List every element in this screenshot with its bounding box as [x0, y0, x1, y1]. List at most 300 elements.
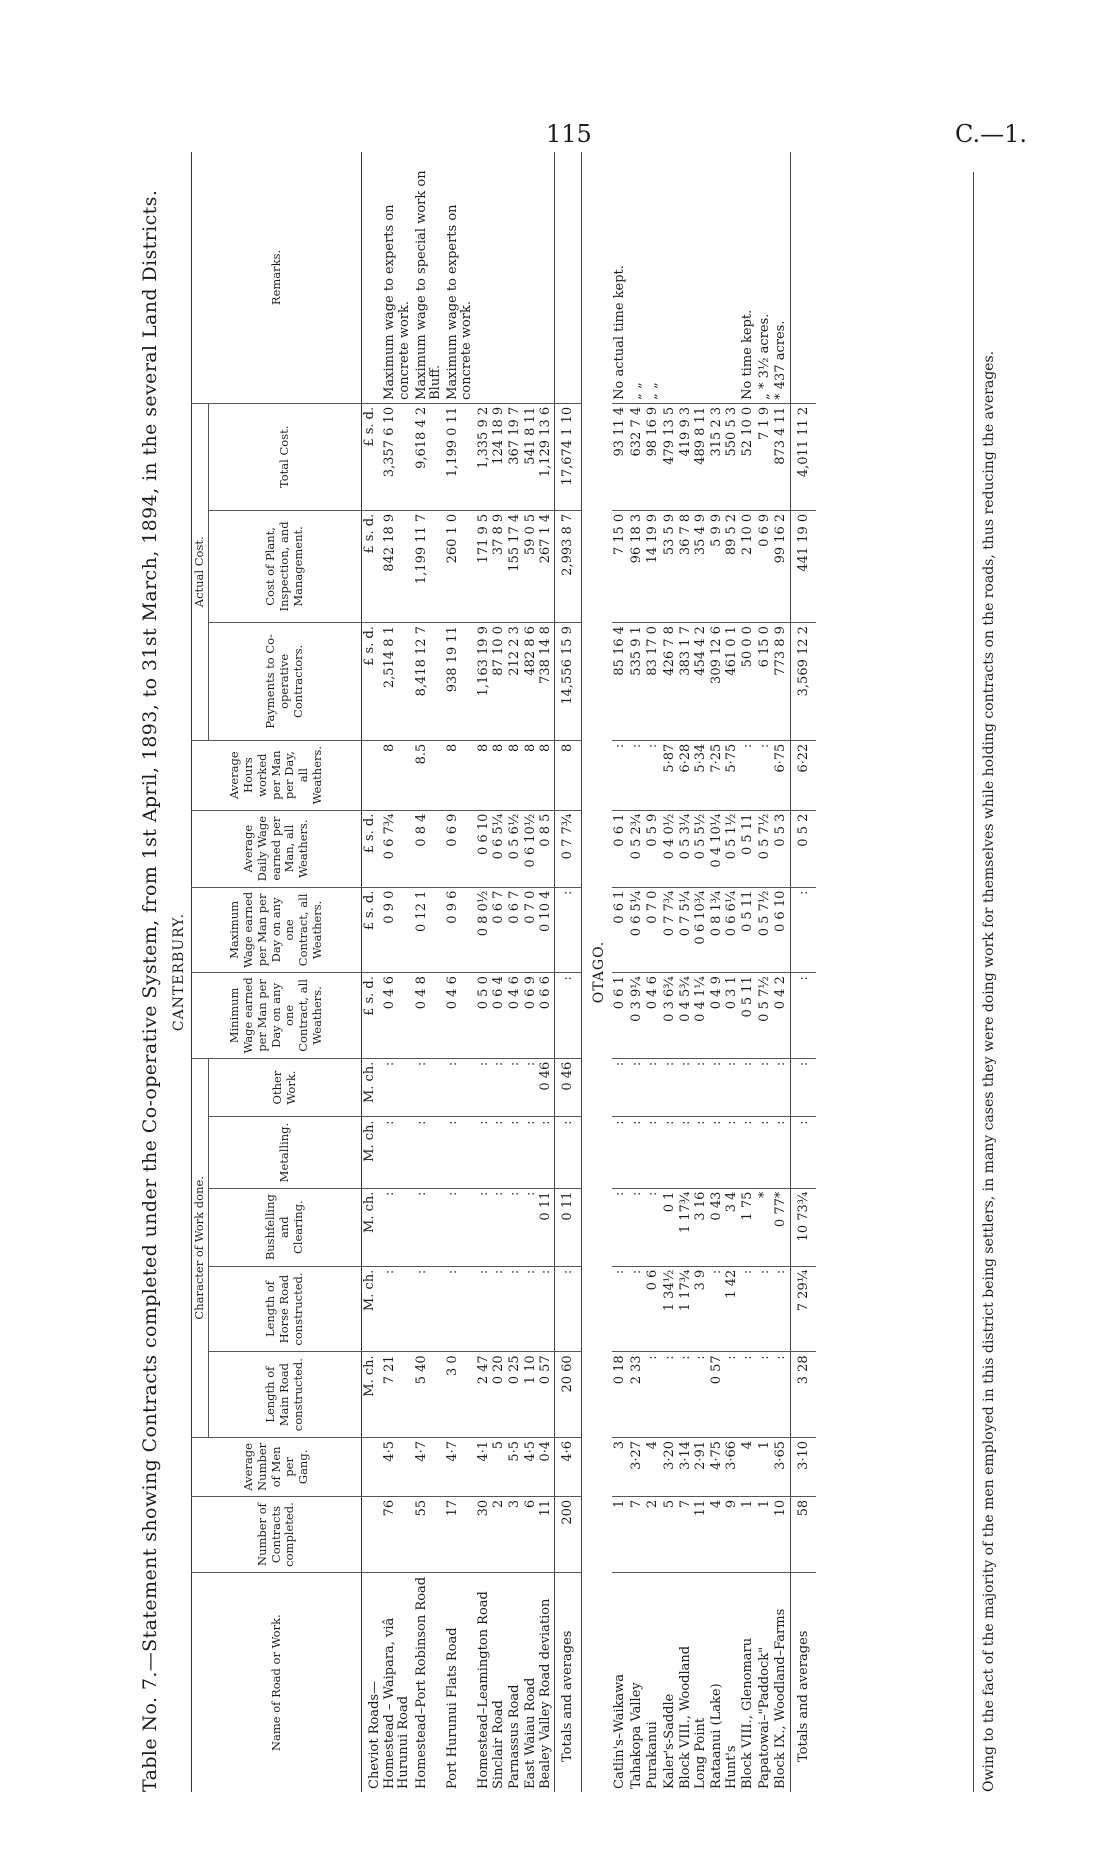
cell-avg: 0 5 7½ — [757, 810, 774, 887]
cell-hrs: 8 — [445, 740, 476, 810]
cell-pay: 535 9 1 — [629, 623, 646, 741]
table-row — [724, 152, 740, 1792]
table-row — [476, 152, 492, 1792]
cell-other: : — [678, 1058, 694, 1117]
unit-label: £ s. d. — [361, 403, 382, 510]
cell-main: : — [724, 1352, 740, 1438]
cell-plant: 7 15 0 — [612, 510, 629, 622]
col-contracts: Number of Contracts completed. — [192, 1496, 362, 1573]
cell-g: 3·66 — [724, 1437, 740, 1496]
unit-label: £ s. d. — [361, 973, 382, 1059]
cell-min: 0 5 0 — [476, 973, 492, 1059]
cell-name: Tahakopa Valley — [628, 1682, 644, 1789]
totals-pay: 14,556 15 9 — [554, 623, 581, 741]
cell-rem — [507, 152, 523, 403]
cell-metal: : — [538, 1117, 554, 1188]
cell-metal: : — [382, 1117, 413, 1188]
cell-main: : — [773, 1352, 790, 1438]
cell-horse: : — [523, 1266, 539, 1352]
unit-label: M. ch. — [361, 1188, 382, 1266]
document-reference: C.—1. — [955, 120, 1028, 148]
unit-label: £ s. d. — [361, 810, 382, 887]
cell-horse: 3 9 — [693, 1266, 709, 1352]
cell-horse: : — [414, 1266, 445, 1352]
cell-total: 550 5 3 — [724, 403, 740, 510]
cell-bush: 0 77* — [773, 1188, 790, 1266]
cell-metal: : — [724, 1117, 740, 1188]
cell-bush: 1 75 — [740, 1188, 757, 1266]
cell-pay: 2,514 8 1 — [382, 623, 413, 741]
cell-total: 1,199 0 11 — [445, 403, 476, 510]
cell-horse: : — [476, 1266, 492, 1352]
table-row — [507, 152, 523, 1792]
cell-horse: 1 17¾ — [678, 1266, 694, 1352]
cell-main: 5 40 — [414, 1352, 445, 1438]
cell-avg: 0 6 1 — [612, 810, 629, 887]
cell-main: 3 0 — [445, 1352, 476, 1438]
table-row — [740, 152, 757, 1792]
cell-main: : — [757, 1352, 774, 1438]
cell-total: 124 18 9 — [491, 403, 507, 510]
cell-name: Homestead – Waipara, viâ Hurunui Road — [382, 1617, 412, 1789]
col-plant: Cost of Plant, Inspection, and Management. — [208, 510, 361, 622]
cell-max: 0 12 1 — [414, 887, 445, 973]
unit-label: M. ch. — [361, 1058, 382, 1117]
cell-pay: 6 15 0 — [757, 623, 774, 741]
cell-avg: 0 6 10½ — [523, 810, 539, 887]
col-bush: Bushfelling and Clearing. — [208, 1188, 361, 1266]
cell-bush: 1 17¾ — [678, 1188, 694, 1266]
cell-n: 11 — [538, 1496, 554, 1573]
cell-horse: 0 6 — [645, 1266, 662, 1352]
cell-g: 4·75 — [709, 1437, 725, 1496]
cell-pay: 461 0 1 — [724, 623, 740, 741]
totals-min: : — [790, 973, 816, 1059]
cell-rem: „ * 3½ acres. — [757, 152, 774, 403]
cell-max: 0 6 7 — [507, 887, 523, 973]
cell-total: 52 10 0 — [740, 403, 757, 510]
totals-other: : — [790, 1058, 816, 1117]
cell-g: 1 — [757, 1437, 774, 1496]
unit-label: £ s. d. — [361, 510, 382, 622]
canterbury-heading: CANTERBURY. — [171, 912, 187, 1032]
cell-name: Parnassus Road — [507, 1684, 522, 1789]
cell-bush: : — [382, 1188, 413, 1266]
cell-g: 4·7 — [445, 1437, 476, 1496]
rotated-table-sheet — [135, 127, 1015, 1792]
cell-main: 0 57 — [538, 1352, 554, 1438]
cell-other: : — [645, 1058, 662, 1117]
cell-bush: 0 11 — [538, 1188, 554, 1266]
cell-name: Port Hurunui Flats Road — [444, 1627, 460, 1789]
cell-plant: 5 9 9 — [709, 510, 725, 622]
cell-name: Block VIII., Glenomaru — [740, 1637, 756, 1789]
col-main-road: Length of Main Road constructed. — [208, 1352, 361, 1438]
totals-plant: 441 19 0 — [790, 510, 816, 622]
cell-min: 0 6 9 — [523, 973, 539, 1059]
totals-hrs: 6·22 — [790, 740, 816, 810]
totals-name: Totals and averages — [554, 1573, 581, 1792]
cell-hrs: : — [612, 740, 629, 810]
page-number: 115 — [546, 120, 592, 148]
units-row — [361, 152, 382, 1792]
cell-other: : — [740, 1058, 757, 1117]
cell-plant: 96 18 3 — [629, 510, 646, 622]
cell-avg: 0 4 10¼ — [709, 810, 725, 887]
cell-bush: : — [445, 1188, 476, 1266]
cell-g: 5·5 — [507, 1437, 523, 1496]
cell-metal: : — [773, 1117, 790, 1188]
cell-main: : — [645, 1352, 662, 1438]
cell-pay: 454 4 2 — [693, 623, 709, 741]
table-row — [662, 152, 678, 1792]
cell-rem — [662, 152, 678, 403]
cell-horse: 1 42 — [724, 1266, 740, 1352]
cell-g: 4 — [740, 1437, 757, 1496]
cell-total: 7 1 9 — [757, 403, 774, 510]
cell-other: : — [757, 1058, 774, 1117]
totals-bush: 10 73¾ — [790, 1188, 816, 1266]
cell-other: : — [724, 1058, 740, 1117]
otago-section — [612, 152, 816, 1792]
cell-name: Purakanui — [645, 1721, 661, 1789]
canterbury-section — [361, 152, 581, 1792]
table-title: Table No. 7.—Statement showing Contracts completed under the Co-operative System, from 1st April, 1893, to 31st March, 1894, in the several Land Districts. — [139, 189, 161, 1792]
cell-max: 0 10 4 — [538, 887, 554, 973]
cell-avg: 0 8 4 — [414, 810, 445, 887]
cell-avg: 0 4 0½ — [662, 810, 678, 887]
cell-name: Papatowai–"Paddock" — [756, 1646, 772, 1789]
cell-main: : — [662, 1352, 678, 1438]
cell-pay: 212 2 3 — [507, 623, 523, 741]
unit-label: M. ch. — [361, 1266, 382, 1352]
cell-n: 5 — [662, 1496, 678, 1573]
cell-rem: „ „ — [629, 152, 646, 403]
cell-horse: : — [740, 1266, 757, 1352]
cell-name: Block VIII., Woodland — [677, 1645, 693, 1789]
cell-bush: : — [414, 1188, 445, 1266]
totals-main: 20 60 — [554, 1352, 581, 1438]
cell-max: 0 9 0 — [382, 887, 413, 973]
cell-max: 0 7 0 — [645, 887, 662, 973]
cell-other: : — [414, 1058, 445, 1117]
cell-metal: : — [445, 1117, 476, 1188]
cell-name: Homestead–Port Robinson Road — [413, 1576, 429, 1789]
cell-n: 7 — [678, 1496, 694, 1573]
cell-plant: 0 6 9 — [757, 510, 774, 622]
cell-plant: 171 9 5 — [476, 510, 492, 622]
cell-hrs: 8 — [382, 740, 413, 810]
cell-plant: 842 18 9 — [382, 510, 413, 622]
cell-plant: 1,199 11 7 — [414, 510, 445, 622]
cell-rem — [709, 152, 725, 403]
table-row — [491, 152, 507, 1792]
cell-n: 30 — [476, 1496, 492, 1573]
cell-hrs: : — [740, 740, 757, 810]
cell-plant: 37 8 9 — [491, 510, 507, 622]
cell-name: Bealey Valley Road deviation — [538, 1598, 554, 1789]
cell-total: 367 19 7 — [507, 403, 523, 510]
cell-horse: : — [773, 1266, 790, 1352]
cell-max: 0 9 6 — [445, 887, 476, 973]
cell-hrs: 5·34 — [693, 740, 709, 810]
cell-n: 7 — [629, 1496, 646, 1573]
cell-metal: : — [662, 1117, 678, 1188]
cell-total: 489 8 11 — [693, 403, 709, 510]
cell-name: Block IX., Woodland–Farms — [773, 1608, 789, 1789]
table-row — [445, 152, 476, 1792]
totals-metal: : — [790, 1117, 816, 1188]
cell-max: 0 7 0 — [523, 887, 539, 973]
totals-row — [790, 152, 816, 1792]
cell-avg: 0 5 9 — [645, 810, 662, 887]
cell-main: 1 10 — [523, 1352, 539, 1438]
cell-rem — [538, 152, 554, 403]
cell-n: 9 — [724, 1496, 740, 1573]
totals-name: Totals and averages — [790, 1573, 816, 1792]
totals-rem — [554, 152, 581, 403]
unit-label: M. ch. — [361, 1352, 382, 1438]
col-cost-group: Actual Cost. — [192, 403, 209, 740]
cell-hrs: : — [629, 740, 646, 810]
cell-total: 632 7 4 — [629, 403, 646, 510]
cell-metal: : — [629, 1117, 646, 1188]
cell-other: : — [662, 1058, 678, 1117]
totals-other: 0 46 — [554, 1058, 581, 1117]
unit-label: M. ch. — [361, 1117, 382, 1188]
cell-rem: Maximum wage to experts on concrete work. — [382, 152, 413, 403]
cell-avg: 0 6 5¼ — [491, 810, 507, 887]
cell-bush: : — [612, 1188, 629, 1266]
cell-min: 0 4 6 — [445, 973, 476, 1059]
cell-rem: No time kept. — [740, 152, 757, 403]
cell-pay: 8,418 12 7 — [414, 623, 445, 741]
cell-avg: 0 8 5 — [538, 810, 554, 887]
cell-max: 0 6 1 — [612, 887, 629, 973]
cell-g: 4·5 — [523, 1437, 539, 1496]
cell-bush: 0 1 — [662, 1188, 678, 1266]
cell-g: 4·1 — [476, 1437, 492, 1496]
cell-other: : — [629, 1058, 646, 1117]
cell-pay: 738 14 8 — [538, 623, 554, 741]
table-row — [414, 152, 445, 1792]
cell-max: 0 6 5¼ — [629, 887, 646, 973]
otago-heading: OTAGO. — [581, 152, 612, 1792]
cell-n: 1 — [612, 1496, 629, 1573]
cell-horse: : — [629, 1266, 646, 1352]
col-max-wage: Maximum Wage earned per Man per Day on any one Contract, all Weathers. — [192, 887, 362, 973]
cell-horse: 1 34½ — [662, 1266, 678, 1352]
col-gang: Average Number of Men per Gang. — [192, 1437, 362, 1496]
cell-max: 0 5 7½ — [757, 887, 774, 973]
cell-pay: 773 8 9 — [773, 623, 790, 741]
cell-plant: 53 5 9 — [662, 510, 678, 622]
totals-horse: : — [554, 1266, 581, 1352]
cell-n: 11 — [693, 1496, 709, 1573]
cell-n: 17 — [445, 1496, 476, 1573]
table-row — [382, 152, 413, 1792]
cell-pay: 383 1 7 — [678, 623, 694, 741]
totals-total: 17,674 1 10 — [554, 403, 581, 510]
cell-bush: : — [523, 1188, 539, 1266]
cell-metal: : — [709, 1117, 725, 1188]
cell-avg: 0 5 5½ — [693, 810, 709, 887]
cell-min: 0 5 7½ — [757, 973, 774, 1059]
cell-hrs: : — [757, 740, 774, 810]
cell-other: : — [709, 1058, 725, 1117]
cell-main: 2 33 — [629, 1352, 646, 1438]
cell-avg: 0 5 11 — [740, 810, 757, 887]
cell-total: 9,618 4 2 — [414, 403, 445, 510]
cell-rem — [693, 152, 709, 403]
cell-total: 315 2 3 — [709, 403, 725, 510]
cell-main: 2 47 — [476, 1352, 492, 1438]
cell-horse: : — [538, 1266, 554, 1352]
cell-hrs: 8 — [507, 740, 523, 810]
cell-hrs: : — [645, 740, 662, 810]
cell-max: 0 6 6¼ — [724, 887, 740, 973]
totals-row — [554, 152, 581, 1792]
cell-bush: : — [491, 1188, 507, 1266]
totals-bush: 0 11 — [554, 1188, 581, 1266]
cell-total: 479 13 5 — [662, 403, 678, 510]
cell-avg: 0 6 10 — [476, 810, 492, 887]
table-row — [773, 152, 790, 1792]
cell-plant: 155 17 4 — [507, 510, 523, 622]
table-row — [693, 152, 709, 1792]
cell-name: East Waiau Road — [522, 1677, 538, 1789]
cell-pay: 83 17 0 — [645, 623, 662, 741]
cell-rem — [724, 152, 740, 403]
cell-avg: 0 5 2¾ — [629, 810, 646, 887]
cell-n: 10 — [773, 1496, 790, 1573]
cell-metal: : — [645, 1117, 662, 1188]
cell-horse: : — [382, 1266, 413, 1352]
totals-min: : — [554, 973, 581, 1059]
col-total: Total Cost. — [208, 403, 361, 510]
totals-pay: 3,569 12 2 — [790, 623, 816, 741]
cell-plant: 59 0 5 — [523, 510, 539, 622]
cell-other: 0 46 — [538, 1058, 554, 1117]
cell-g: 3·27 — [629, 1437, 646, 1496]
cell-name: Sinclair Road — [491, 1700, 507, 1789]
contracts-table — [191, 152, 816, 1792]
cell-hrs: 6·28 — [678, 740, 694, 810]
table-row — [678, 152, 694, 1792]
cell-other: : — [523, 1058, 539, 1117]
cell-total: 1,129 13 6 — [538, 403, 554, 510]
cell-pay: 482 8 6 — [523, 623, 539, 741]
cell-min: 0 3 9¼ — [629, 973, 646, 1059]
col-min-wage: Minimum Wage earned per Man per Day on any one Contract, all Weathers. — [192, 973, 362, 1059]
cell-max: 0 8 0½ — [476, 887, 492, 973]
cell-plant: 89 5 2 — [724, 510, 740, 622]
cell-metal: : — [414, 1117, 445, 1188]
cell-min: 0 4 8 — [414, 973, 445, 1059]
cell-other: : — [507, 1058, 523, 1117]
cell-min: 0 5 11 — [740, 973, 757, 1059]
cell-metal: : — [491, 1117, 507, 1188]
cell-metal: : — [476, 1117, 492, 1188]
table-row — [757, 152, 774, 1792]
col-other: Other Work. — [208, 1058, 361, 1117]
cell-other: : — [491, 1058, 507, 1117]
table-row — [538, 152, 554, 1792]
totals-plant: 2,993 8 7 — [554, 510, 581, 622]
cell-n: 6 — [523, 1496, 539, 1573]
totals-n: 58 — [790, 1496, 816, 1573]
cell-total: 93 11 4 — [612, 403, 629, 510]
cell-min: 0 3 1 — [724, 973, 740, 1059]
cell-metal: : — [507, 1117, 523, 1188]
cell-plant: 36 7 8 — [678, 510, 694, 622]
cell-n: 4 — [709, 1496, 725, 1573]
cell-min: 0 4 6 — [507, 973, 523, 1059]
cell-name: Catlin's–Waikawa — [612, 1673, 628, 1789]
cell-rem: No actual time kept. — [612, 152, 629, 403]
cell-min: 0 6 1 — [612, 973, 629, 1059]
cell-other: : — [382, 1058, 413, 1117]
cell-g: 3·14 — [678, 1437, 694, 1496]
cell-avg: 0 6 9 — [445, 810, 476, 887]
totals-max: : — [554, 887, 581, 973]
cell-metal: : — [612, 1117, 629, 1188]
cell-g: 4·5 — [382, 1437, 413, 1496]
totals-total: 4,011 11 2 — [790, 403, 816, 510]
cell-bush: : — [629, 1188, 646, 1266]
cell-metal: : — [678, 1117, 694, 1188]
cell-avg: 0 5 1½ — [724, 810, 740, 887]
totals-main: 3 28 — [790, 1352, 816, 1438]
cell-other: : — [445, 1058, 476, 1117]
cell-horse: : — [612, 1266, 629, 1352]
footnote: Owing to the fact of the majority of the men employed in this district being settlers, in many cases they were doing work for themselves while holding contracts on the roads, thus reducing the averages. — [981, 350, 997, 1792]
cell-avg: 0 5 3¼ — [678, 810, 694, 887]
cell-main: : — [740, 1352, 757, 1438]
cell-max: 0 7 7¾ — [662, 887, 678, 973]
table-row — [645, 152, 662, 1792]
totals-horse: 7 29¼ — [790, 1266, 816, 1352]
table-row — [709, 152, 725, 1792]
cell-bush: : — [645, 1188, 662, 1266]
cell-n: 3 — [507, 1496, 523, 1573]
cell-avg: 0 5 6½ — [507, 810, 523, 887]
totals-avg: 0 5 2 — [790, 810, 816, 887]
cell-name: Rataanui (Lake) — [708, 1683, 724, 1789]
cell-pay: 938 19 11 — [445, 623, 476, 741]
cell-hrs: 8 — [538, 740, 554, 810]
cell-name: Homestead–Leamington Road — [475, 1591, 491, 1789]
cell-hrs: 6·75 — [773, 740, 790, 810]
cell-min: 0 4 6 — [645, 973, 662, 1059]
unit-label: £ s. d. — [361, 887, 382, 973]
cell-g: 3 — [612, 1437, 629, 1496]
col-name: Name of Road or Work. — [268, 1614, 283, 1752]
cell-n: 1 — [740, 1496, 757, 1573]
cell-pay: 1,163 19 9 — [476, 623, 492, 741]
cell-max: 0 6 10 — [773, 887, 790, 973]
cell-rem: „ „ — [645, 152, 662, 403]
cell-hrs: 5·87 — [662, 740, 678, 810]
cell-min: 0 4 9 — [709, 973, 725, 1059]
cell-min: 0 3 6¾ — [662, 973, 678, 1059]
cell-n: 2 — [491, 1496, 507, 1573]
unit-label: £ s. d. — [361, 623, 382, 741]
cell-main: 0 18 — [612, 1352, 629, 1438]
cell-min: 0 6 4 — [491, 973, 507, 1059]
cell-max: 0 6 10¾ — [693, 887, 709, 973]
cell-g: 2·91 — [693, 1437, 709, 1496]
